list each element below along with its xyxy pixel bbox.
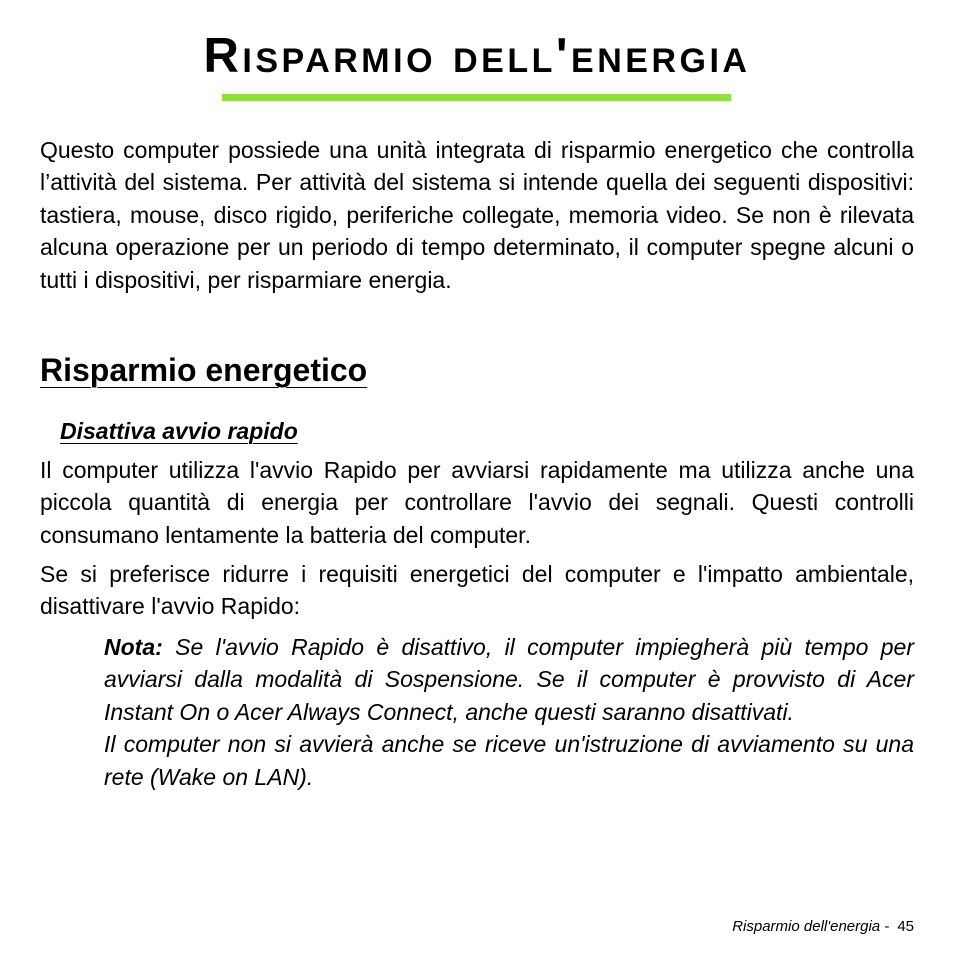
note-paragraph xyxy=(104,631,914,728)
note-text: Se l'avvio Rapido è disattivo, il computer impiegherà più tempo per avviarsi dalla modalità di Sospensione. Se il computer è provvisto di Acer Instant On o Acer Always Connect, anche questi saranno disattivati. xyxy=(104,634,914,725)
title-underline-rule xyxy=(222,94,731,101)
intro-paragraph: Questo computer possiede una unità integrata di risparmio energetico che controlla l’attività del sistema. Per attività del sistema si intende quella dei seguenti dispositivi: tastiera, mouse, disco rigido, periferiche collegate, memoria video. Se non è rilevata alcuna operazione per un periodo di tempo determinato, il computer spegne alcuni o tutti i dispositivi, per risparmiare energia. xyxy=(40,137,914,293)
fast-startup-paragraph: Il computer utilizza l'avvio Rapido per avviarsi rapidamente ma utilizza anche una piccola quantità di energia per controllare l'avvio dei segnali. Questi controlli consumano lentamente la batteria del computer. xyxy=(40,457,914,548)
note-paragraph-wake-on-lan: Il computer non si avvierà anche se riceve un'istruzione di avviamento su una rete (Wake on LAN). xyxy=(104,731,914,790)
note-block xyxy=(104,631,914,793)
page-number: 45 xyxy=(897,918,914,935)
subheading-disable-fast-startup: Disattiva avvio rapido xyxy=(60,418,298,444)
note-label: Nota: xyxy=(104,634,163,660)
chapter-title: Risparmio dell'energia xyxy=(203,29,751,83)
page-footer xyxy=(732,917,914,937)
section-title: Risparmio energetico xyxy=(40,352,368,388)
footer-section-name: Risparmio dell'energia - xyxy=(732,918,890,935)
disable-fast-startup-paragraph: Se si preferisce ridurre i requisiti energetici del computer e l'impatto ambientale, disattivare l'avvio Rapido: xyxy=(40,561,914,620)
